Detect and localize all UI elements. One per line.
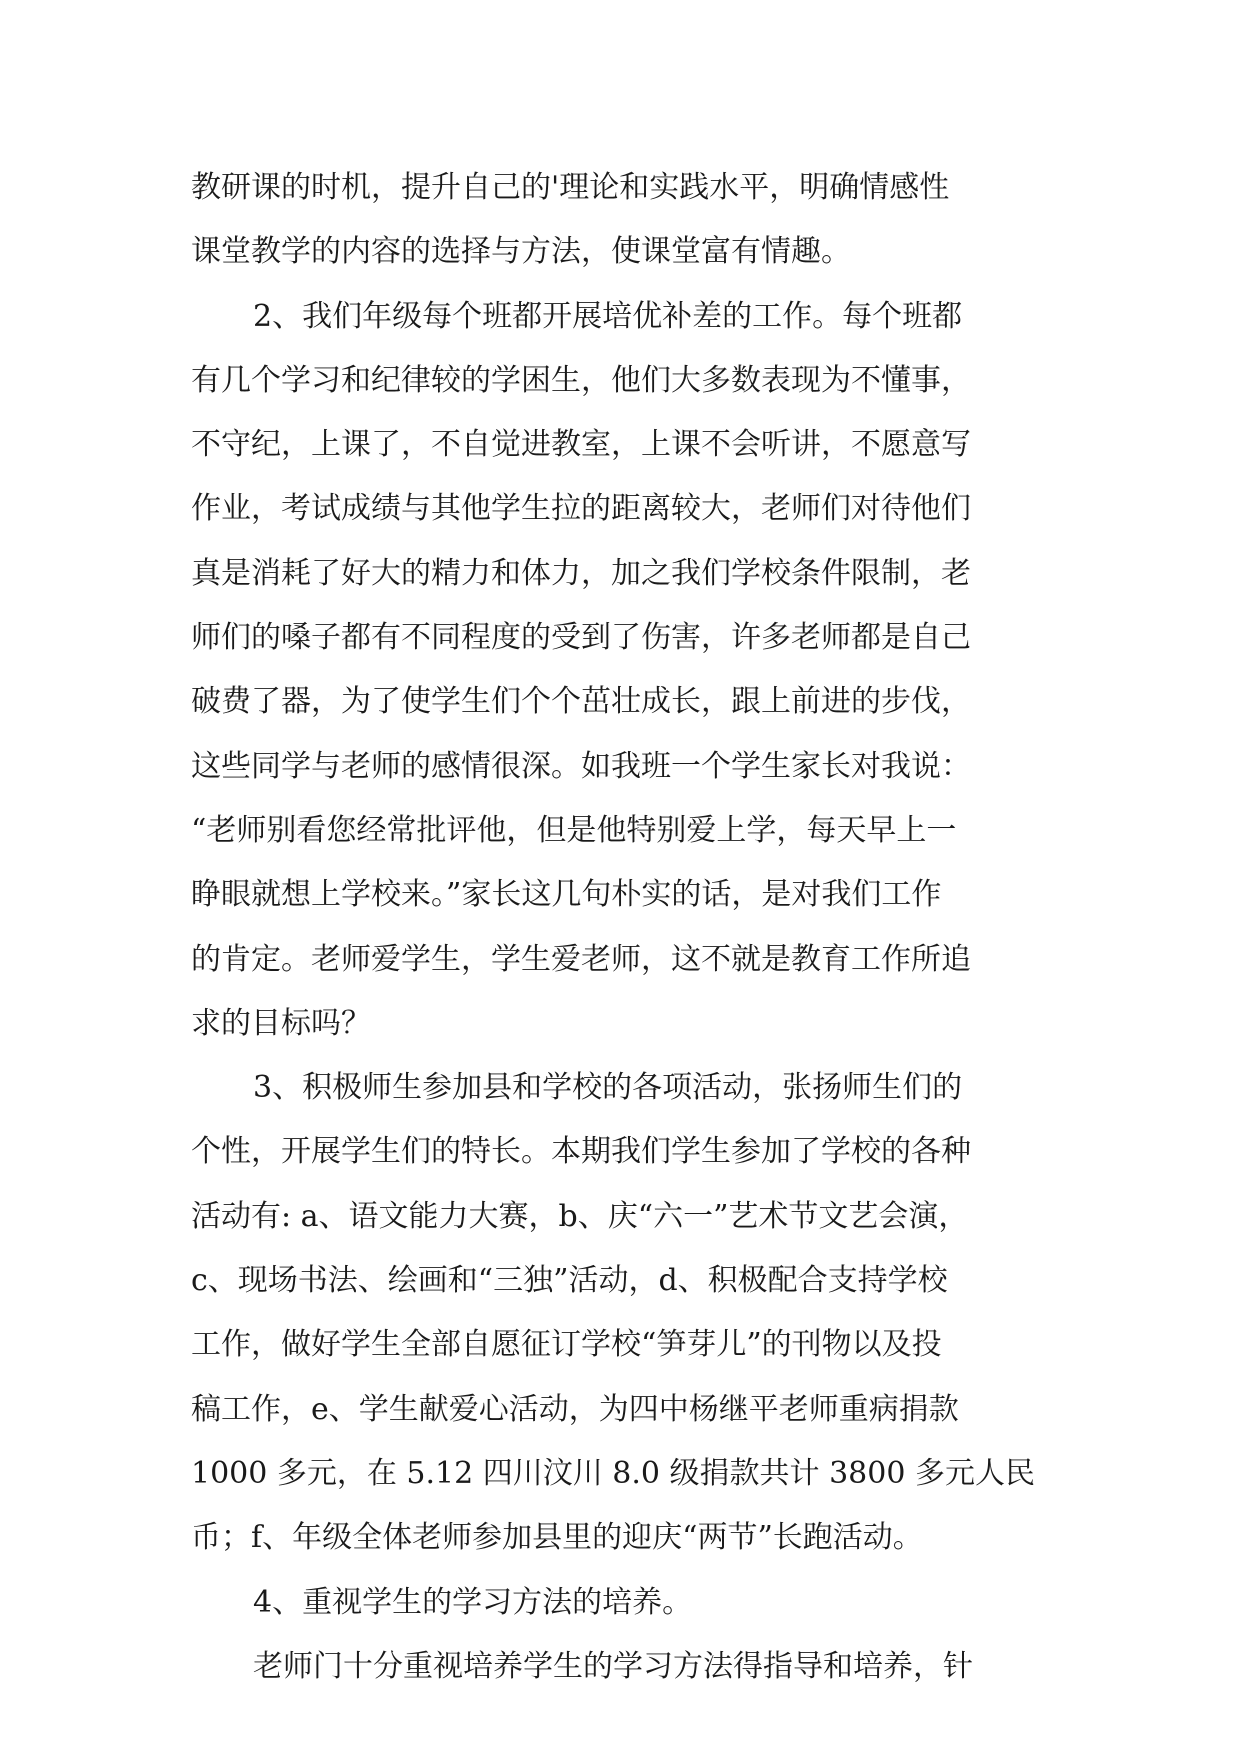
text-line: 老师门十分重视培养学生的学习方法得指导和培养，针 bbox=[253, 1648, 973, 1684]
text-line: 作业，考试成绩与其他学生拉的距离较大，老师们对待他们 bbox=[191, 491, 971, 527]
text-line: 活动有: a、语文能力大赛，b、庆“六一”艺术节文艺会演， bbox=[191, 1198, 969, 1234]
text-line: 不守纪，上课了，不自觉进教室，上课不会听讲，不愿意写 bbox=[191, 427, 971, 463]
text-line: 求的目标吗？ bbox=[191, 1005, 371, 1041]
text-line: 的肯定。老师爱学生，学生爱老师，这不就是教育工作所追 bbox=[191, 941, 971, 977]
text-line: 课堂教学的内容的选择与方法，使课堂富有情趣。 bbox=[191, 234, 851, 270]
body-text bbox=[191, 156, 1061, 1699]
text-line: 这些同学与老师的感情很深。如我班一个学生家长对我说： bbox=[191, 748, 971, 784]
text-line: 1000 多元，在 5.12 四川汶川 8.0 级捐款共计 3800 多元人民 bbox=[191, 1455, 1035, 1491]
text-line: “老师别看您经常批评他，但是他特别爱上学，每天早上一 bbox=[191, 812, 957, 848]
text-line: 2、我们年级每个班都开展培优补差的工作。每个班都 bbox=[253, 298, 963, 334]
text-line: c、现场书法、绘画和“三独”活动，d、积极配合支持学校 bbox=[191, 1263, 948, 1299]
text-line: 睁眼就想上学校来。”家长这几句朴实的话，是对我们工作 bbox=[191, 877, 942, 913]
text-line: 个性，开展学生们的特长。本期我们学生参加了学校的各种 bbox=[191, 1134, 971, 1170]
text-line: 3、积极师生参加县和学校的各项活动，张扬师生们的 bbox=[253, 1070, 963, 1106]
text-line: 稿工作，e、学生献爱心活动，为四中杨继平老师重病捐款 bbox=[191, 1391, 959, 1427]
text-line: 工作，做好学生全部自愿征订学校“笋芽儿”的刊物以及投 bbox=[191, 1327, 942, 1363]
text-line: 4、重视学生的学习方法的培养。 bbox=[253, 1584, 693, 1620]
text-line: 币；f、年级全体老师参加县里的迎庆“两节”长跑活动。 bbox=[191, 1520, 923, 1556]
text-line: 破费了器，为了使学生们个个茁壮成长，跟上前进的步伐， bbox=[191, 684, 971, 720]
text-line: 有几个学习和纪律较的学困生，他们大多数表现为不懂事， bbox=[191, 362, 971, 398]
text-line: 师们的嗓子都有不同程度的受到了伤害，许多老师都是自己 bbox=[191, 620, 971, 656]
text-line: 教研课的时机，提升自己的'理论和实践水平，明确情感性 bbox=[191, 170, 950, 205]
text-line: 真是消耗了好大的精力和体力，加之我们学校条件限制，老 bbox=[191, 555, 971, 591]
